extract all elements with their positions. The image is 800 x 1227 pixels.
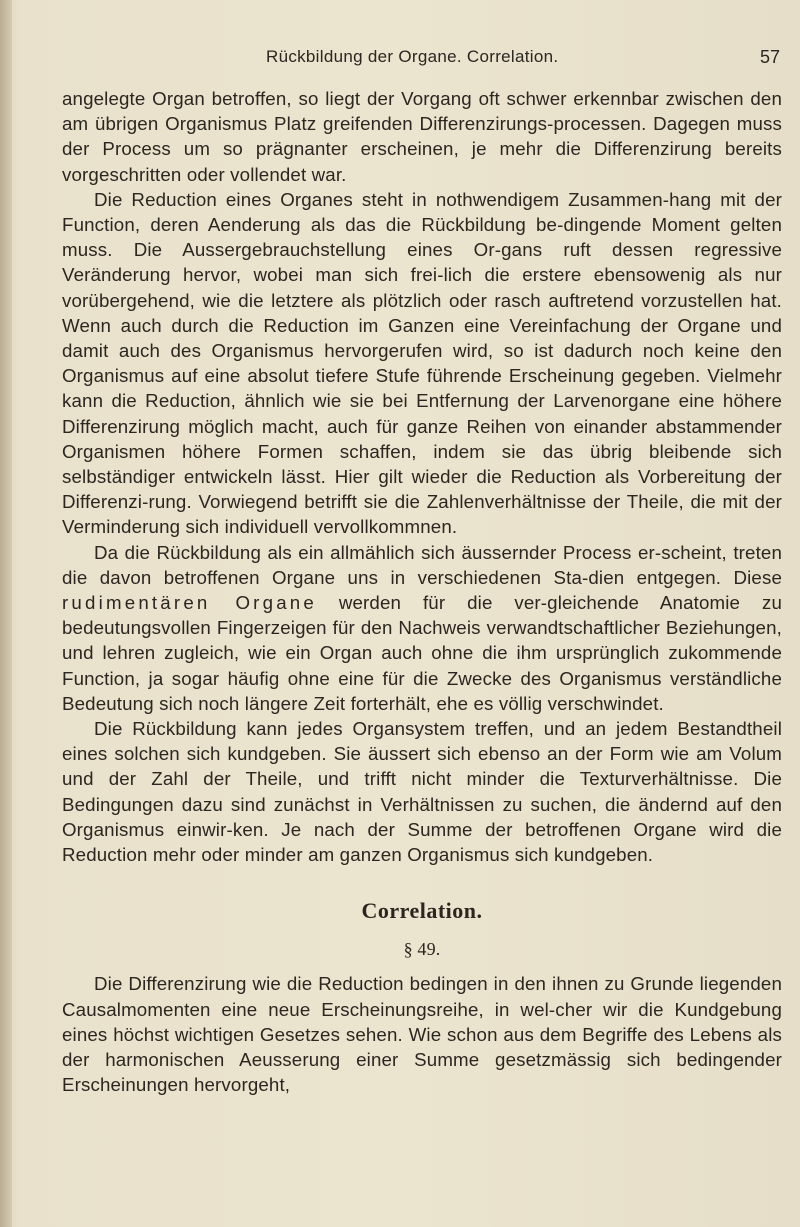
page-header <box>60 47 780 73</box>
paragraph-3-end: werden für die ver-gleichende Anatomie zu bedeutungsvollen Fingerzeigen für den Nachweis verwandtschaftlicher Beziehungen, und lehren zugleich, wie ein Organ auch ohne die ihm ursprünglich zukommende Function, ja sogar häufig ohne eine für die Zwecke des Organismus verständliche Bedeutung sich noch längere Zeit forterhält, ehe es völlig verschwindet. <box>62 592 782 714</box>
paragraph-1: angelegte Organ betroffen, so liegt der Vorgang oft schwer erkennbar zwischen den am übrigen Organismus Platz greifenden Differenzirungs-processen. Dagegen muss der Process um so prägnanter erscheinen, je mehr die Differenzirung bereits vorgeschritten oder vollendet war. <box>62 88 782 185</box>
running-head: Rückbildung der Organe. Correlation. <box>266 47 559 66</box>
section-number: § 49. <box>403 939 441 960</box>
emphasized-term: rudimentären Organe <box>62 592 317 614</box>
page-number: 57 <box>759 47 780 67</box>
paragraph-2: Die Reduction eines Organes steht in nothwendigem Zusammen-hang mit der Function, deren Aenderung als das die Rückbildung be-dingende Moment gelten muss. Die Aussergebrauchstellung eines Or-gans ruft dessen regressive Veränderung hervor, wobei man sich frei-lich die erstere ebensowenig als nur vorübergehend, wie die letztere als plötzlich oder rasch auftretend vorzustellen hat. Wenn auch durch die Reduction im Ganzen eine Vereinfachung der Organe und damit auch des Organismus hervorgerufen wird, so ist dadurch noch keine den Organismus auf eine absolut tiefere Stufe führende Erscheinung gegeben. Vielmehr kann die Reduction, ähnlich wie sie bei Entfernung der Larvenorgane eine höhere Differenzirung möglich macht, auch für ganze Reihen von einander abstammender Organismen höhere Formen schaffen, indem sie das übrig bleibende sich selbständiger entwickeln lässt. Hier gilt wieder die Reduction als Vorbereitung der Differenzi-rung. Vorwiegend betrifft sie die Zahlenverhältnisse der Theile, die mit der Verminderung sich individuell vervollkommnen. <box>62 188 782 538</box>
section-title: Correlation. <box>361 898 483 924</box>
body-text <box>62 86 782 1097</box>
paragraph-3-start: Da die Rückbildung als ein allmählich sich äussernder Process er-scheint, treten die davon betroffenen Organe uns in verschiedenen Sta-dien entgegen. Diese <box>62 541 782 588</box>
paragraph-5: Die Differenzirung wie die Reduction bedingen in den ihnen zu Grunde liegenden Causalmomenten eine neue Erscheinungsreihe, in wel-cher wir die Kundgebung eines höchst wichtigen Gesetzes sehen. Wie schon aus dem Begriffe des Lebens als der harmonischen Aeusserung einer Summe gesetzmässig sich bedingender Erscheinungen hervorgeht, <box>62 973 782 1096</box>
paragraph-4: Die Rückbildung kann jedes Organsystem treffen, und an jedem Bestandtheil eines solchen sich kundgeben. Sie äussert sich ebenso an der Form wie am Volum und der Zahl der Theile, und trifft nicht minder die Texturverhältnisse. Die Bedingungen dazu sind zunächst in Verhältnissen zu suchen, die ändernd auf den Organismus einwir-ken. Je nach der Summe der betroffenen Organe wird die Reduction mehr oder minder am ganzen Organismus sich kundgeben. <box>62 718 782 866</box>
page-gutter <box>0 0 12 1227</box>
paragraph-3 <box>62 540 782 716</box>
